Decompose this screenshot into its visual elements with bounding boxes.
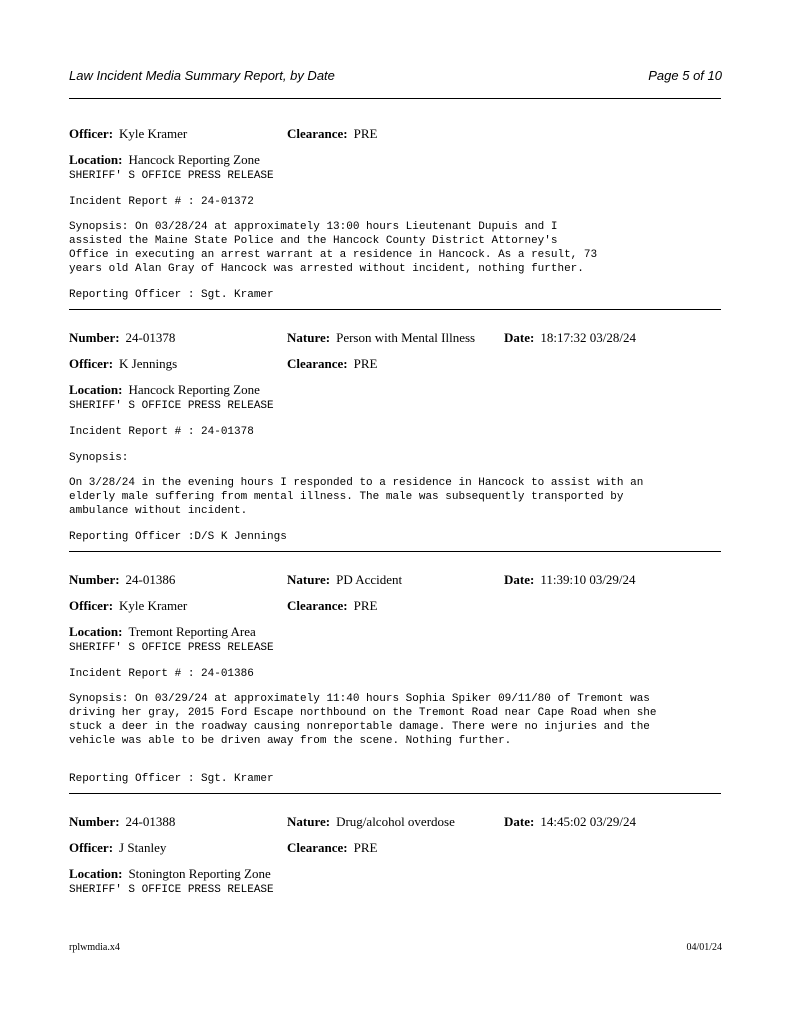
- synopsis-text: On 3/28/24 in the evening hours I responded to a residence in Hancock to assist with an elderly male suffering from mental illness. The male was subsequently transported by ambulance without incident.: [69, 477, 644, 517]
- record-divider: [69, 793, 721, 794]
- location-field: Location: Stonington Reporting Zone: [69, 866, 271, 881]
- header-divider: [69, 98, 721, 99]
- date-field: Date: 11:39:10 03/29/24: [504, 572, 636, 587]
- press-release-label: SHERIFF' S OFFICE PRESS RELEASE: [69, 884, 274, 896]
- date-field: Date: 18:17:32 03/28/24: [504, 330, 637, 345]
- number-field: Number: 24-01378: [69, 330, 176, 345]
- page-number: Page 5 of 10: [648, 68, 722, 83]
- press-release-label: SHERIFF' S OFFICE PRESS RELEASE: [69, 400, 274, 412]
- synopsis-text: Synopsis: On 03/29/24 at approximately 11:40 hours Sophia Spiker 09/11/80 of Tremont was driving her gray, 2015 Ford Escape northbound on the Tremont Road near Cape Road when she stuck a deer in the roadway causing nonreportable damage. There were no injuries and the vehicle was able to be driven away from the scene. Nothing further.: [69, 693, 657, 747]
- nature-field: Nature: PD Accident: [287, 572, 403, 587]
- reporting-officer: Reporting Officer :D/S K Jennings: [69, 531, 287, 543]
- location-field: Location: Hancock Reporting Zone: [69, 152, 260, 167]
- press-release-label: SHERIFF' S OFFICE PRESS RELEASE: [69, 642, 274, 654]
- footer-report-code: rplwmdia.x4: [69, 942, 120, 953]
- number-field: Number: 24-01388: [69, 814, 176, 829]
- reporting-officer: Reporting Officer : Sgt. Kramer: [69, 773, 274, 785]
- incident-report-number: Incident Report # : 24-01386: [69, 668, 254, 680]
- synopsis-text: Synopsis: On 03/28/24 at approximately 13:00 hours Lieutenant Dupuis and I assisted the Maine State Police and the Hancock County District Attorney's Office in executing an arrest warrant at a residence in Hancock. As a result, 73 years old Alan Gray of Hancock was arrested without incident, nothing further.: [69, 221, 598, 275]
- footer-date: 04/01/24: [686, 942, 722, 953]
- record-divider: [69, 309, 721, 310]
- incident-report-number: Incident Report # : 24-01372: [69, 196, 254, 208]
- number-field: Number: 24-01386: [69, 572, 176, 587]
- location-field: Location: Tremont Reporting Area: [69, 624, 256, 639]
- nature-field: Nature: Drug/alcohol overdose: [287, 814, 455, 829]
- officer-field: Officer: Kyle Kramer: [69, 126, 188, 141]
- clearance-field: Clearance: PRE: [287, 356, 378, 371]
- location-field: Location: Hancock Reporting Zone: [69, 382, 260, 397]
- clearance-field: Clearance: PRE: [287, 126, 378, 141]
- date-field: Date: 14:45:02 03/29/24: [504, 814, 637, 829]
- officer-field: Officer: K Jennings: [69, 356, 178, 371]
- record-divider: [69, 551, 721, 552]
- reporting-officer: Reporting Officer : Sgt. Kramer: [69, 289, 274, 301]
- clearance-field: Clearance: PRE: [287, 840, 378, 855]
- synopsis-label: Synopsis:: [69, 452, 129, 464]
- officer-field: Officer: J Stanley: [69, 840, 167, 855]
- clearance-field: Clearance: PRE: [287, 598, 378, 613]
- press-release-label: SHERIFF' S OFFICE PRESS RELEASE: [69, 170, 274, 182]
- report-title: Law Incident Media Summary Report, by Date: [69, 68, 335, 83]
- nature-field: Nature: Person with Mental Illness: [287, 330, 476, 345]
- incident-report-number: Incident Report # : 24-01378: [69, 426, 254, 438]
- officer-field: Officer: Kyle Kramer: [69, 598, 188, 613]
